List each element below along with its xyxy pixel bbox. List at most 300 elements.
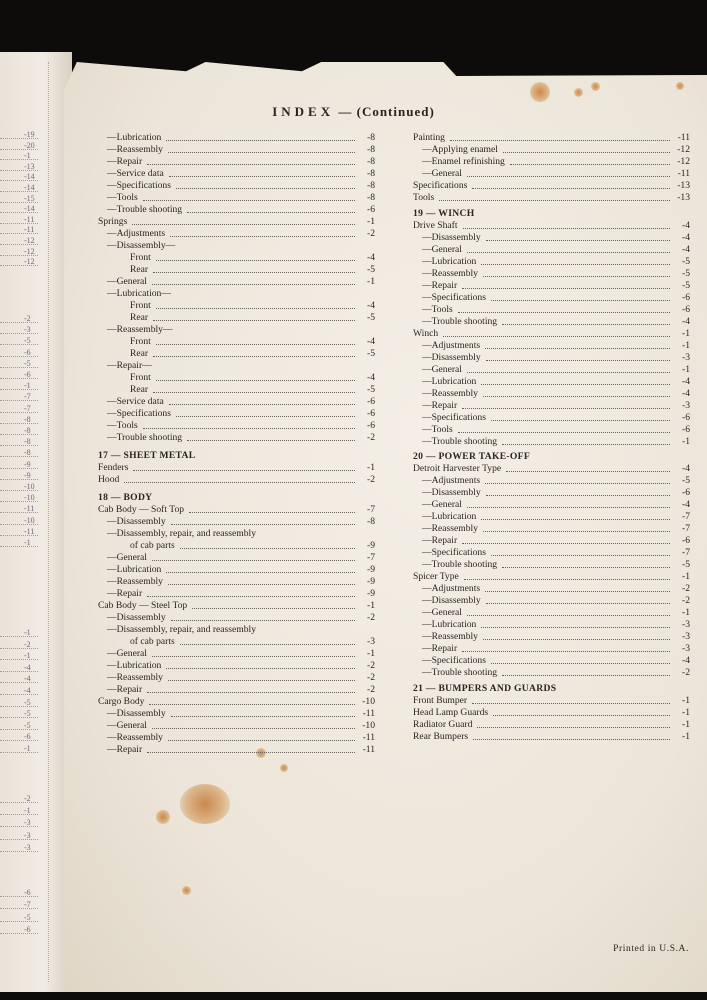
index-entry (98, 696, 375, 708)
underlying-page-number: -12 (24, 236, 35, 245)
index-entry (107, 132, 375, 144)
index-entry-label: —Lubrication (107, 132, 162, 143)
underlying-page-number: -9 (24, 459, 31, 469)
index-entry (422, 388, 690, 400)
dot-leader (467, 507, 670, 508)
index-entry-page: -7 (367, 552, 375, 564)
index-entry-page: -4 (682, 375, 690, 387)
index-entry-label: Front (130, 372, 151, 383)
underlying-page-number: -8 (24, 426, 31, 435)
index-entry (422, 232, 690, 244)
dot-leader (486, 495, 670, 496)
index-entry-label: Front Bumper (413, 694, 468, 706)
index-entry-page: -6 (682, 423, 690, 435)
index-entry (107, 732, 375, 744)
underlying-rule (0, 356, 38, 357)
index-entry-page: -2 (682, 583, 690, 594)
index-entry-page: -5 (367, 312, 375, 323)
index-entry-label: —Reassembly— (107, 324, 173, 335)
index-entry (107, 672, 375, 684)
underlying-rule (0, 412, 38, 413)
index-entry-label: —Trouble shooting (422, 315, 498, 327)
index-entry (130, 384, 375, 396)
index-entry-page: -4 (367, 300, 375, 311)
dot-leader (491, 300, 670, 301)
underlying-page-number: -11 (24, 225, 35, 235)
index-entry-label: —Reassembly (107, 672, 163, 684)
index-entry-label: —Trouble shooting (422, 435, 498, 447)
index-entry-page: -1 (682, 706, 690, 718)
index-entry (422, 340, 690, 352)
dot-leader (502, 567, 670, 568)
index-entry (130, 252, 375, 264)
dot-leader (467, 176, 670, 177)
index-entry (413, 463, 690, 475)
dot-leader (147, 752, 355, 753)
dot-leader (486, 240, 670, 241)
underlying-rule (0, 740, 38, 741)
dot-leader (171, 716, 355, 717)
index-entry-page: -2 (367, 612, 375, 624)
index-entry (422, 583, 690, 595)
index-entry-page: -10 (362, 720, 375, 732)
dot-leader (149, 704, 355, 705)
index-entry-page: -1 (682, 435, 690, 447)
index-entry-label: Front (130, 336, 151, 347)
index-entry-page: -7 (682, 511, 690, 522)
index-entry-label: Tools (413, 192, 435, 203)
index-entry (422, 475, 690, 487)
index-entry-page: -2 (367, 228, 375, 239)
index-entry-page: -6 (367, 420, 375, 431)
index-entry (107, 276, 375, 288)
section-heading: 17 — SHEET METAL (98, 450, 196, 462)
index-entry-label: —Lubrication (422, 255, 477, 267)
index-entry (422, 292, 690, 304)
index-entry-page: -4 (367, 336, 375, 347)
index-entry (130, 540, 375, 552)
index-entry (422, 436, 690, 448)
index-entry-label: —Tools (422, 423, 453, 435)
index-entry-label: Detroit Harvester Type (413, 463, 502, 474)
dot-leader (472, 188, 670, 189)
index-entry (107, 564, 375, 576)
index-entry (422, 511, 690, 523)
index-entry-label: —General (107, 276, 147, 287)
dot-leader (483, 639, 670, 640)
index-entry (107, 516, 375, 528)
section-heading: 20 — POWER TAKE-OFF (413, 451, 531, 462)
dot-leader (166, 140, 355, 141)
index-entry-label: Rear (130, 264, 149, 275)
dot-leader (483, 531, 670, 532)
index-entry-label: Hood (98, 474, 120, 486)
index-entry-page: -3 (367, 636, 375, 648)
index-entry-page: -13 (677, 192, 690, 203)
index-entry (107, 660, 375, 672)
index-entry-label: Cargo Body (98, 696, 145, 708)
index-entry (107, 588, 375, 600)
index-entry (107, 624, 375, 636)
dot-leader (450, 140, 670, 141)
index-entry-page: -11 (362, 708, 375, 720)
index-entry (422, 523, 690, 535)
dot-leader (458, 432, 670, 433)
index-entry-page: -12 (677, 156, 690, 167)
underlying-rule (0, 648, 38, 649)
index-entry-page: -5 (367, 348, 375, 359)
dot-leader (152, 656, 355, 657)
underlying-page-number: -10 (24, 482, 35, 491)
dot-leader (472, 703, 670, 704)
underlying-rule (0, 896, 38, 897)
underlying-rule (0, 378, 38, 379)
underlying-rule (0, 706, 38, 707)
underlying-page-number: -14 (24, 172, 35, 182)
index-entry-page: -9 (367, 576, 375, 588)
dot-leader (168, 152, 355, 153)
dot-leader (506, 471, 670, 472)
index-entry (413, 571, 690, 583)
index-entry-page: -7 (682, 547, 690, 558)
index-entry-label: —Lubrication (422, 375, 477, 387)
underlying-page-number: -10 (24, 493, 35, 503)
underlying-page-number: -12 (24, 246, 35, 256)
index-entry-label: —Repair— (107, 360, 152, 371)
underlying-page-number: -1 (24, 806, 31, 816)
index-title-suffix: — (Continued) (338, 104, 435, 119)
index-entry (413, 180, 690, 192)
index-entry (107, 552, 375, 564)
underlying-rule (0, 333, 38, 334)
index-entry-page: -9 (367, 540, 375, 552)
index-entry-page: -1 (367, 600, 375, 612)
index-entry-page: -4 (367, 372, 375, 383)
index-entry (107, 612, 375, 624)
dot-leader (156, 308, 355, 309)
index-entry-label: —General (422, 363, 462, 375)
index-entry-page: -11 (362, 732, 375, 744)
dot-leader (180, 644, 355, 645)
underlying-page-number: -10 (24, 515, 35, 525)
underlying-page-number: -6 (24, 347, 31, 357)
index-entry (107, 168, 375, 180)
dot-leader (166, 668, 355, 669)
index-entry (107, 720, 375, 732)
index-entry-label: —Trouble shooting (422, 667, 498, 678)
index-entry-page: -4 (682, 387, 690, 399)
index-entry (98, 504, 375, 516)
dot-leader (168, 740, 355, 741)
underlying-page-number: -6 (24, 732, 31, 742)
index-entry-label: Rear (130, 348, 149, 359)
index-entry (130, 336, 375, 348)
stain-top-right-2 (574, 88, 583, 97)
index-entry-page: -12 (677, 144, 690, 155)
index-entry (422, 280, 690, 292)
index-entry-label: —Trouble shooting (107, 432, 183, 443)
index-entry-page: -6 (682, 487, 690, 498)
dot-leader (485, 483, 670, 484)
index-entry (422, 643, 690, 655)
index-entry-page: -1 (682, 363, 690, 375)
index-entry-label: Winch (413, 327, 439, 339)
underlying-page-number: -5 (24, 697, 31, 707)
index-entry-page: -2 (682, 667, 690, 678)
index-entry-label: —General (422, 243, 462, 255)
index-entry (422, 376, 690, 388)
index-entry-label: —Adjustments (422, 583, 481, 594)
dot-leader (189, 512, 355, 513)
index-entry-label: Radiator Guard (413, 718, 473, 730)
dot-leader (510, 164, 670, 165)
underlying-page-number: -2 (24, 794, 31, 803)
underlying-page-number: -6 (24, 370, 31, 379)
index-entry-page: -6 (682, 411, 690, 423)
index-entry-label: —General (107, 720, 147, 732)
stain-small-1 (156, 810, 170, 824)
index-entry-page: -1 (682, 694, 690, 706)
index-entry (107, 204, 375, 216)
index-entry-page: -4 (682, 463, 690, 474)
dot-leader (133, 470, 355, 471)
underlying-page-number: -3 (24, 325, 31, 335)
dot-leader (462, 408, 670, 409)
index-entry (107, 156, 375, 168)
underlying-rule (0, 468, 38, 469)
underlying-rule (0, 933, 38, 934)
index-entry (130, 372, 375, 384)
index-entry-label: —Repair (107, 156, 143, 167)
index-entry-page: -5 (367, 264, 375, 275)
underlying-page-number: -3 (24, 830, 31, 840)
section-heading: 21 — BUMPERS AND GUARDS (413, 682, 557, 694)
underlying-page-number: -2 (24, 314, 31, 323)
index-entry-label: —Lubrication (107, 564, 162, 576)
underlying-page-number: -13 (24, 161, 35, 171)
dot-leader (152, 284, 355, 285)
index-entry (422, 667, 690, 679)
dot-leader (156, 260, 355, 261)
dot-leader (171, 620, 355, 621)
dot-leader (153, 356, 355, 357)
index-entry-page: -8 (367, 144, 375, 155)
index-entry (422, 655, 690, 667)
index-entry-page: -3 (682, 631, 690, 642)
index-entry (422, 547, 690, 559)
index-entry (107, 708, 375, 720)
index-entry-page: -6 (367, 204, 375, 215)
stain-small-4 (182, 886, 191, 895)
dot-leader (464, 579, 670, 580)
index-entry-page: -1 (367, 216, 375, 227)
index-entry-label: Head Lamp Guards (413, 706, 489, 718)
stain-top-right-3 (591, 82, 600, 91)
index-entry-page: -5 (682, 475, 690, 486)
index-entry-label: —Repair (107, 588, 143, 600)
index-entry-page: -13 (677, 180, 690, 191)
underlying-page-number: -12 (24, 257, 35, 267)
index-entry-label: Specifications (413, 180, 468, 191)
index-entry-label: —Repair (107, 684, 143, 696)
index-entry-label: —Disassembly— (107, 240, 176, 251)
dot-leader (491, 555, 670, 556)
underlying-page-number: -20 (24, 140, 35, 150)
section-heading: 18 — BODY (98, 492, 153, 504)
index-entry-page: -7 (367, 504, 375, 516)
index-entry (422, 304, 690, 316)
dot-leader (502, 444, 670, 445)
underlying-rule (0, 839, 38, 840)
index-entry (107, 180, 375, 192)
dot-leader (486, 360, 670, 361)
index-entry (422, 499, 690, 511)
index-entry (413, 192, 690, 204)
dot-leader (462, 651, 670, 652)
dot-leader (132, 224, 355, 225)
dot-leader (502, 324, 670, 325)
index-entry-page: -2 (367, 672, 375, 684)
index-entry (107, 288, 375, 300)
dot-leader (491, 420, 670, 421)
index-entry-label: —General (422, 168, 462, 179)
index-entry (107, 228, 375, 240)
index-entry-page: -4 (682, 219, 690, 231)
index-entry-page: -3 (682, 643, 690, 654)
dot-leader (483, 396, 670, 397)
index-entry-label: —Specifications (422, 291, 486, 303)
index-entry-label: —Tools (107, 192, 138, 203)
index-entry (422, 364, 690, 376)
dot-leader (176, 416, 355, 417)
underlying-page-number: -7 (24, 900, 31, 910)
dot-leader (147, 596, 355, 597)
index-entry-page: -8 (367, 192, 375, 203)
underlying-page-dotted-line (48, 62, 49, 982)
index-entry (107, 744, 375, 756)
dot-leader (477, 727, 670, 728)
underlying-page-number: -2 (24, 639, 31, 649)
underlying-rule (0, 389, 38, 390)
index-entry-page: -1 (367, 276, 375, 287)
index-entry-page: -2 (682, 595, 690, 606)
index-entry (422, 168, 690, 180)
dot-leader (180, 548, 355, 549)
index-entry (107, 408, 375, 420)
index-entry-page: -9 (367, 564, 375, 576)
index-entry (422, 631, 690, 643)
index-entry-page: -4 (682, 655, 690, 666)
underlying-page-number: -1 (24, 381, 31, 391)
index-entry-page: -11 (362, 744, 375, 756)
index-entry-label: Rear (130, 312, 149, 323)
index-entry-label: Rear (130, 384, 149, 395)
index-entry-page: -5 (682, 255, 690, 267)
index-entry-label: —Tools (107, 420, 138, 431)
index-entry-label: —Service data (107, 168, 164, 179)
index-entry-label: —Reassembly (107, 576, 163, 588)
index-entry-label: —Repair (422, 535, 458, 546)
underlying-page-number: -9 (24, 470, 31, 480)
index-entry-page: -5 (367, 384, 375, 395)
index-entry (422, 156, 690, 168)
underlying-page-number: -1 (24, 744, 31, 753)
index-entry (413, 731, 690, 743)
underlying-rule (0, 659, 38, 660)
dot-leader (168, 584, 355, 585)
index-entry (130, 348, 375, 360)
index-entry-label: —Enamel refinishing (422, 156, 505, 167)
index-entry-page: -5 (682, 559, 690, 570)
index-entry-label: Front (130, 252, 151, 263)
underlying-rule (0, 671, 38, 672)
underlying-rule (0, 717, 38, 718)
stain-large (180, 784, 230, 824)
index-entry-label: —Lubrication (422, 619, 477, 630)
index-entry-page: -11 (677, 168, 690, 179)
index-entry-label: —Disassembly, repair, and reassembly (107, 528, 256, 540)
index-entry (107, 360, 375, 372)
index-entry-page: -4 (367, 252, 375, 263)
dot-leader (493, 715, 670, 716)
dot-leader (503, 152, 670, 153)
index-entry-label: —Service data (107, 396, 164, 407)
underlying-page-number: -5 (24, 709, 31, 719)
underlying-page-number: -1 (24, 628, 31, 637)
index-entry-label: —General (107, 648, 147, 660)
index-entry-label: —Reassembly (422, 631, 478, 642)
index-entry-page: -5 (682, 279, 690, 291)
dot-leader (153, 392, 355, 393)
index-entry (130, 264, 375, 276)
index-entry-page: -2 (367, 684, 375, 696)
index-entry-page: -1 (682, 607, 690, 618)
index-entry-label: —Disassembly, repair, and reassembly (107, 624, 256, 636)
underlying-rule (0, 826, 38, 827)
index-entry-page: -2 (367, 474, 375, 486)
index-entry-label: Drive Shaft (413, 219, 458, 231)
index-entry-label: —Disassembly (422, 351, 481, 363)
dot-leader (168, 680, 355, 681)
index-entry-label: of cab parts (130, 540, 175, 552)
index-entry-label: Cab Body — Soft Top (98, 504, 185, 516)
underlying-page-number: -3 (24, 818, 31, 828)
underlying-page-number: -1 (24, 651, 31, 661)
dot-leader (462, 288, 670, 289)
index-entry-label: —Disassembly (422, 231, 481, 243)
underlying-rule (0, 851, 38, 852)
dot-leader (152, 728, 355, 729)
dot-leader (467, 252, 670, 253)
index-entry-page: -9 (367, 588, 375, 600)
underlying-page-number: -5 (24, 720, 31, 730)
index-entry-label: Fenders (98, 462, 129, 474)
dot-leader (439, 200, 670, 201)
index-entry-label: —Trouble shooting (422, 559, 498, 570)
underlying-rule (0, 434, 38, 435)
index-entry-label: —General (422, 607, 462, 618)
underlying-rule (0, 752, 38, 753)
index-entry (98, 216, 375, 228)
index-entry-page: -1 (682, 730, 690, 742)
dot-leader (176, 188, 355, 189)
index-entry (413, 328, 690, 340)
dot-leader (169, 176, 355, 177)
index-entry-label: —Tools (422, 303, 453, 315)
index-entry-label: —Disassembly (107, 612, 166, 624)
index-entry (98, 474, 375, 486)
dot-leader (152, 560, 355, 561)
